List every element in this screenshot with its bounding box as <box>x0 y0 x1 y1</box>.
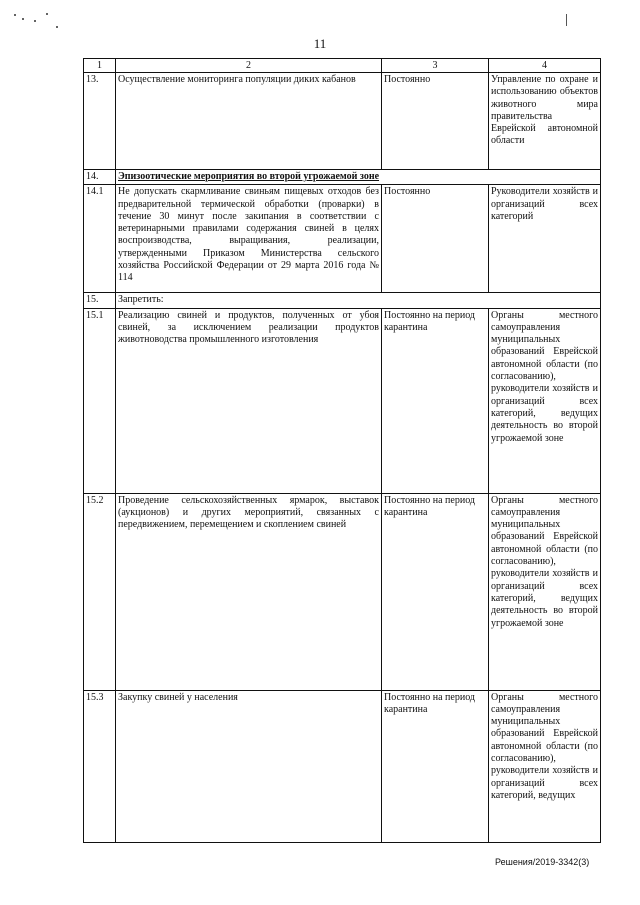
row-activity: Проведение сельскохозяйственных ярмарок, выставок (аукционов) и других мероприятий, связанных с передвижением, перемещением и скоплением свиней <box>116 493 382 690</box>
row-term: Постоянно на период карантина <box>382 690 489 842</box>
scan-speck <box>22 18 24 20</box>
table-header-row <box>84 59 601 73</box>
row-number: 15.2 <box>84 493 116 690</box>
row-term: Постоянно <box>382 73 489 170</box>
row-responsible: Органы местного самоуправления муниципальных образований Еврейской автономной области (по согласованию), руководители хозяйств и организаций всех категорий, ведущих <box>489 690 601 842</box>
section-row <box>84 170 601 185</box>
row-number: 15. <box>84 293 116 308</box>
scan-edge-mark <box>566 14 567 26</box>
document-code: Решения/2019-3342(3) <box>495 857 590 867</box>
page-number: 11 <box>313 36 327 51</box>
row-responsible: Руководители хозяйств и организаций всех категорий <box>489 185 601 293</box>
row-number: 15.3 <box>84 690 116 842</box>
column-header: 2 <box>116 59 382 73</box>
table-row <box>84 185 601 293</box>
scan-speck <box>56 26 58 28</box>
column-header: 3 <box>382 59 489 73</box>
row-responsible: Органы местного самоуправления муниципальных образований Еврейской автономной области (по согласованию), руководители хозяйств и организаций всех категорий, ведущих деятельность во второй угрожаемой зоне <box>489 493 601 690</box>
row-activity: Закупку свиней у населения <box>116 690 382 842</box>
row-number: 14.1 <box>84 185 116 293</box>
row-activity: Реализацию свиней и продуктов, полученных от убоя свиней, за исключением реализации продуктов животноводства промышленного изготовления <box>116 308 382 493</box>
row-responsible: Органы местного самоуправления муниципальных образований Еврейской автономной области (по согласованию), руководители хозяйств и организаций всех категорий, ведущих деятельность во второй угрожаемой зоне <box>489 308 601 493</box>
column-header: 4 <box>489 59 601 73</box>
scan-speck <box>34 20 36 22</box>
row-term: Постоянно на период карантина <box>382 308 489 493</box>
column-header: 1 <box>84 59 116 73</box>
section-title: Эпизоотические мероприятия во второй угрожаемой зоне <box>116 170 601 185</box>
section-title: Запретить: <box>116 293 601 308</box>
row-number: 14. <box>84 170 116 185</box>
measures-table <box>83 58 601 843</box>
table-row <box>84 493 601 690</box>
row-responsible: Управление по охране и использованию объектов животного мира правительства Еврейской автономной области <box>489 73 601 170</box>
row-term: Постоянно на период карантина <box>382 493 489 690</box>
row-number: 15.1 <box>84 308 116 493</box>
table-row <box>84 73 601 170</box>
table-row <box>84 690 601 842</box>
scan-speck <box>14 14 16 16</box>
section-row <box>84 293 601 308</box>
row-activity: Осуществление мониторинга популяции диких кабанов <box>116 73 382 170</box>
scan-speck <box>46 13 48 15</box>
row-activity: Не допускать скармливание свиньям пищевых отходов без предварительной термической обработки (проварки) в течение 30 минут после закипания в соответствии с ветеринарными правилами содержания свиней в целях воспроизводства, выращивания, реализации, утвержденными Приказом Министерства сельского хозяйства Российской Федерации от 29 марта 2016 года № 114 <box>116 185 382 293</box>
row-term: Постоянно <box>382 185 489 293</box>
table-row <box>84 308 601 493</box>
row-number: 13. <box>84 73 116 170</box>
